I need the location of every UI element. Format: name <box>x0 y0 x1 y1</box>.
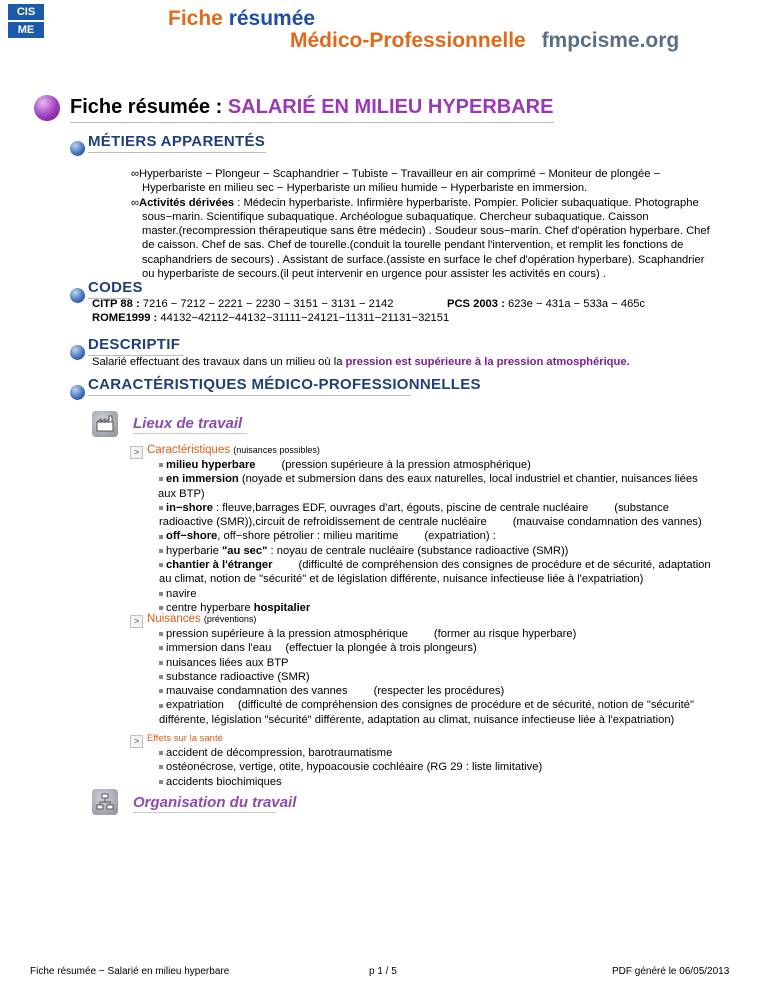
item-bold: en immersion <box>166 473 239 486</box>
metiers-line1: Hyperbariste − Plongeur − Scaphandrier − Tubiste − Travailleur en air comprimé − Moniteur de plongée − <box>138 168 661 180</box>
pcs-label: PCS 2003 : <box>447 298 505 310</box>
item-paren: (expatriation) : <box>424 530 496 543</box>
square-bullet-icon <box>159 632 163 636</box>
lieux-list <box>159 458 749 615</box>
chevron-right-icon: > <box>130 615 143 628</box>
section-ball-icon <box>70 288 85 303</box>
item-cont: différente, législation "sécurité" différente, adaptation au climat, nuisance infectieuse liée à l'expatriation) <box>159 713 675 726</box>
item-text: navire <box>166 587 197 600</box>
derives-line6: ou hyperbariste de secours.(il peut intervenir en urgence pour assister les activités en cours) . <box>142 268 606 281</box>
square-bullet-icon <box>159 606 163 610</box>
header-line1 <box>168 7 315 31</box>
item-text: centre hyperbare <box>166 601 254 614</box>
item-bold: chantier à l'étranger <box>166 559 273 572</box>
rome-value: 44132−42112−44132−31111−24121−11311−21131−32151 <box>157 312 450 324</box>
rome-line <box>92 311 449 325</box>
list-item <box>159 501 749 515</box>
descriptif-bold: pression est supérieure à la pression atmosphérique. <box>345 356 630 368</box>
descriptif-text <box>92 355 630 369</box>
square-bullet-icon <box>159 549 163 553</box>
list-item <box>159 587 749 601</box>
cat-effets: Effets sur la santé <box>147 733 223 744</box>
square-bullet-icon <box>159 675 163 679</box>
item-paren: (substance <box>614 501 669 514</box>
pcs-line <box>447 297 645 311</box>
item-text: (difficulté de compréhension des consignes de procédure et de sécurité, adaptation <box>298 559 711 572</box>
cisme-logo <box>8 4 44 40</box>
organisation-heading: Organisation du travail <box>133 794 297 811</box>
cat2-small: (préventions) <box>203 614 257 624</box>
item-paren: (former au risque hyperbare) <box>433 628 577 640</box>
list-item <box>159 656 749 670</box>
item-paren: (difficulté de compréhension des consignes de procédure et de sécurité, notion de "sécurité" <box>237 699 694 712</box>
item-cont <box>159 515 749 529</box>
citp-line <box>92 297 394 311</box>
square-bullet-icon <box>159 477 163 481</box>
item-text: hyperbarie <box>166 544 222 557</box>
infinity-bullet-icon: ∞ <box>131 196 139 209</box>
square-bullet-icon <box>159 751 163 755</box>
citp-label: CITP 88 : <box>92 298 140 310</box>
header-resumee: résumée <box>228 7 316 30</box>
derives-line3: master.(recompression thérapeutique sans être médecin) . Soudeur sous−marin. Chef d'opération hyperbare. Chef <box>142 225 710 238</box>
item-text: expatriation <box>166 699 224 712</box>
header-medico: Médico-Professionnelle <box>290 29 526 52</box>
nuisances-list <box>159 627 749 727</box>
footer-date: PDF généré le 06/05/2013 <box>612 966 730 977</box>
square-bullet-icon <box>159 780 163 784</box>
pcs-value: 623e − 431a − 533a − 465c <box>504 298 646 310</box>
metiers-underline <box>88 152 266 153</box>
cat1-label: Caractéristiques <box>147 444 231 456</box>
cat-caracteristiques <box>147 444 320 456</box>
header-fiche: Fiche <box>168 7 223 30</box>
header-line2 <box>290 29 679 53</box>
derives-line5: scaphandriers de secours) . Assistant de surface.(assiste en surface le chef d'opération hyperbare). Scaphandrier <box>142 253 705 266</box>
metiers-line2: Hyperbariste en milieu sec − Hyperbariste un milieu humide − Hyperbariste en immersion. <box>142 182 588 195</box>
item-cont: aux BTP) <box>158 487 205 500</box>
item-text: : noyau de centrale nucléaire (substance radioactive (SMR)) <box>267 544 569 557</box>
item-text: mauvaise condamnation des vannes <box>166 685 348 698</box>
item-paren: (mauvaise condamnation des vannes) <box>512 516 702 529</box>
item-paren: (effectuer la plongée à trois plongeurs) <box>285 642 477 655</box>
list-item <box>159 458 749 472</box>
square-bullet-icon <box>159 535 163 539</box>
square-bullet-icon <box>159 592 163 596</box>
list-item <box>159 670 749 684</box>
list-item <box>159 529 749 543</box>
derives-label: Activités dérivées <box>138 196 235 209</box>
rome-label: ROME1999 : <box>92 312 158 324</box>
effets-list <box>159 746 749 789</box>
chevron-right-icon: > <box>130 446 143 459</box>
footer-left: Fiche résumée − Salarié en milieu hyperbare <box>30 966 230 977</box>
list-item <box>159 544 749 558</box>
derives-line4: de caisson. Chef de sas. Chef de tourelle.(conduit la tourelle pendant l'intervention, et remplit les fonctions de <box>142 239 684 252</box>
descriptif-plain: Salarié effectuant des travaux dans un milieu où la <box>92 356 346 368</box>
item-text: , off−shore pétrolier : milieu maritime <box>217 530 399 543</box>
item-bold: "au sec" <box>221 544 268 557</box>
carac-underline <box>88 395 410 396</box>
list-item <box>159 775 749 789</box>
logo-bottom-text: ME <box>8 22 44 38</box>
carac-heading: CARACTÉRISTIQUES MÉDICO-PROFESSIONNELLES <box>88 376 481 393</box>
title-subject: SALARIÉ EN MILIEU HYPERBARE <box>227 96 554 118</box>
item-text: pression supérieure à la pression atmosphérique <box>166 628 408 640</box>
item-paren: (respecter les procédures) <box>373 685 505 698</box>
title-ball-icon <box>34 95 60 121</box>
org-chart-icon <box>92 789 118 815</box>
section-ball-icon <box>70 385 85 400</box>
logo-top-text: CIS <box>8 4 44 20</box>
cat-nuisances <box>147 613 256 625</box>
section-ball-icon <box>70 141 85 156</box>
codes-heading: CODES <box>88 279 143 296</box>
square-bullet-icon <box>159 689 163 693</box>
cat1-small: (nuisances possibles) <box>233 445 320 455</box>
item-text: : fleuve,barrages EDF, ouvrages d'art, égouts, piscine de centrale nucléaire <box>212 501 589 514</box>
item-text: nuisances liées aux BTP <box>166 656 289 669</box>
item-cont: au climat, notion de "sécurité" et de législation différente, nuisance infectieuse liée à l'expatriation) <box>159 573 644 586</box>
page-title <box>70 96 553 119</box>
item-text: substance radioactive (SMR) <box>166 670 310 683</box>
item-text: accident de décompression, barotraumatisme <box>166 747 393 759</box>
header-site: fmpcisme.org <box>541 29 680 52</box>
list-item <box>159 684 749 698</box>
factory-icon <box>92 411 118 437</box>
item-bold: in−shore <box>166 501 213 514</box>
item-text: radioactive (SMR)),circuit de refroidissement de centrale nucléaire <box>159 516 487 529</box>
derives-line2: sous−marin. Scientifique subaquatique. Archéologue subaquatique. Chercheur subaquatique. Caisson <box>142 210 649 223</box>
organisation-underline <box>133 812 276 813</box>
item-text: (pression supérieure à la pression atmosphérique) <box>281 459 531 471</box>
item-bold: hospitalier <box>253 601 311 614</box>
item-text: immersion dans l'eau <box>166 642 272 655</box>
square-bullet-icon <box>159 506 163 510</box>
item-text: (noyade et submersion dans des eaux naturelles, local industriel et chantier, nuisances liées <box>238 473 698 486</box>
citp-value: 7216 − 7212 − 2221 − 2230 − 3151 − 3131 − 2142 <box>139 298 394 310</box>
item-bold: milieu hyperbare <box>166 459 256 471</box>
infinity-bullet-icon: ∞ <box>131 168 139 180</box>
square-bullet-icon <box>159 704 163 708</box>
metiers-heading: MÉTIERS APPARENTÉS <box>88 133 266 150</box>
list-item <box>159 472 749 486</box>
section-ball-icon <box>70 345 85 360</box>
lieux-underline <box>133 433 247 434</box>
item-text: ostéonécrose, vertige, otite, hypoacousie cochléaire (RG 29 : liste limitative) <box>166 761 543 774</box>
square-bullet-icon <box>159 661 163 665</box>
list-item <box>159 698 749 712</box>
list-item <box>159 558 749 572</box>
title-divider <box>70 122 554 123</box>
item-bold: off−shore <box>166 530 218 543</box>
square-bullet-icon <box>159 646 163 650</box>
list-item <box>159 746 749 760</box>
lieux-heading: Lieux de travail <box>133 415 243 432</box>
metiers-text <box>131 167 751 281</box>
square-bullet-icon <box>159 765 163 769</box>
list-item <box>159 760 749 774</box>
derives-line1: : Médecin hyperbariste. Infirmière hyperbariste. Pompier. Policier subaquatique. Photographe <box>234 196 699 209</box>
descriptif-heading: DESCRIPTIF <box>88 336 181 353</box>
square-bullet-icon <box>159 563 163 567</box>
cat2-label: Nuisances <box>147 613 201 625</box>
list-item <box>159 627 749 641</box>
item-text: accidents biochimiques <box>166 775 282 788</box>
list-item <box>159 641 749 655</box>
square-bullet-icon <box>159 463 163 467</box>
chevron-right-icon: > <box>130 735 143 748</box>
title-prefix: Fiche résumée : <box>70 96 223 118</box>
footer-page: p 1 / 5 <box>369 966 397 977</box>
